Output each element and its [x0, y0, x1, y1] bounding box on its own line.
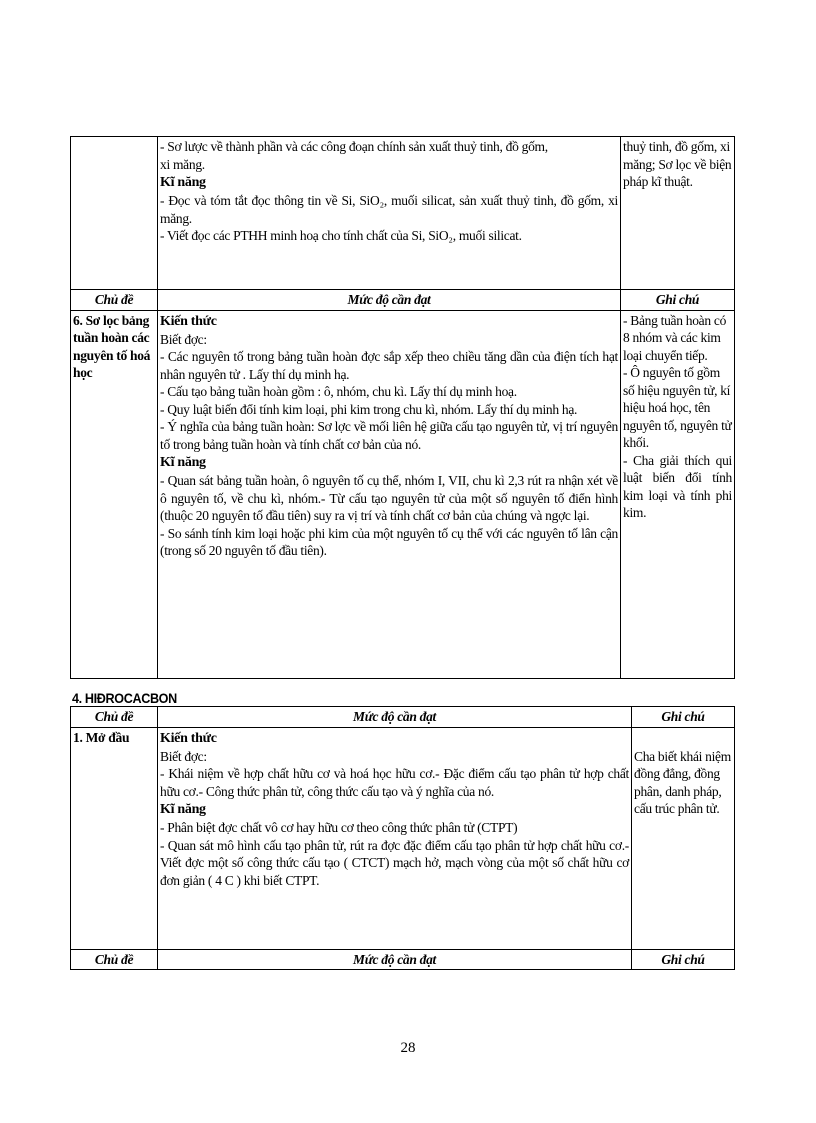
- content-line: - Khái niệm về hợp chất hữu cơ và hoá học hữu cơ.- Đặc điểm cấu tạo phân tử hợp chất hữu cơ.- Công thức phân tử, công thức cấu tạo và ý nghĩa của nó.: [160, 766, 629, 799]
- content-line: xi măng.: [160, 156, 205, 172]
- content-cell: [158, 727, 632, 949]
- note-text: thuỷ tinh, đồ gốm, xi măng; Sơ lọc về biện pháp kĩ thuật.: [623, 139, 732, 189]
- section-title: 4. HIĐROCACBON: [72, 690, 177, 706]
- header-notes: Ghi chú: [621, 290, 735, 311]
- note-text: Cha biết khái niệm đồng đẳng, đồng phân, danh pháp, cấu trúc phân tử.: [634, 748, 731, 816]
- content-line: - So sánh tính kim loại hoặc phi kim của một nguyên tố cụ thể với các nguyên tố lân cận (trong số 20 nguyên tố đầu tiên).: [160, 525, 618, 558]
- header-notes: Ghi chú: [632, 707, 735, 728]
- note-line: - Ô nguyên tố gồm số hiệu nguyên tử, kí hiệu hoá học, tên nguyên tố, nguyên tử khối.: [623, 365, 732, 450]
- page-number: 28: [400, 1040, 416, 1056]
- content-line: - Đọc và tóm tắt đọc thông tin về Si, SiO₂, muối silicat, sản xuất thuỷ tinh, đồ gốm, xi măng.: [160, 193, 618, 226]
- content-line: Biết đợc:: [160, 748, 207, 764]
- note-line: - Bảng tuần hoàn có 8 nhóm và các kim loại chuyển tiếp.: [623, 312, 727, 363]
- content-line: - Ý nghĩa của bảng tuần hoàn: Sơ lợc về mối liên hệ giữa cấu tạo nguyên tử, vị trí nguyên tố trong bảng tuần hoàn và tính chất cơ bản của nó.: [160, 419, 618, 452]
- header-topic: Chủ đề: [71, 290, 158, 311]
- content-line: - Quan sát bảng tuần hoàn, ô nguyên tố cụ thể, nhóm I, VII, chu kì 2,3 rút ra nhận xét về ô nguyên tố, về chu kì, nhóm.- Từ cấu tạo nguyên tử của một số nguyên tố điển hình (thuộc 20 nguyên tố đầu tiên) suy ra vị trí và tính chất cơ bản của chúng và ngợc lại.: [160, 473, 618, 523]
- table-header-row: [71, 949, 735, 970]
- note-line: - Cha giải thích qui luật biến đổi tính kim loại và tính phi kim.: [623, 452, 732, 520]
- header-level: Mức độ cần đạt: [158, 707, 632, 728]
- content-line: - Quan sát mô hình cấu tạo phân tử, rút ra đợc đặc điểm cấu tạo phân tử hợp chất hữu cơ.- Viết đợc một số công thức cấu tạo ( CTCT) mạch hở, mạch vòng của một số chất hữu cơ đơn giản ( 4 C ) khi biết CTPT.: [160, 837, 629, 888]
- curriculum-table-2: [70, 706, 735, 970]
- topic-cell: 6. Sơ lọc bảng tuần hoàn các nguyên tố hoá học: [71, 310, 158, 678]
- content-line: - Phân biệt đợc chất vô cơ hay hữu cơ theo công thức phân tử (CTPT): [160, 820, 518, 835]
- content-cell: [158, 310, 621, 678]
- note-cell: [621, 137, 735, 290]
- content-cell: [158, 137, 621, 290]
- table-row: [71, 137, 735, 290]
- table-row: [71, 727, 735, 949]
- note-cell: [621, 310, 735, 678]
- header-topic: Chủ đề: [71, 949, 158, 970]
- header-notes: Ghi chú: [632, 949, 735, 970]
- content-line: - Quy luật biến đổi tính kim loại, phi kim trong chu kì, nhóm. Lấy thí dụ minh hạ.: [160, 401, 578, 417]
- topic-cell: [71, 137, 158, 290]
- curriculum-table-1: [70, 136, 735, 679]
- header-level: Mức độ cần đạt: [158, 290, 621, 311]
- content-line: - Các nguyên tố trong bảng tuần hoàn đợc sắp xếp theo chiều tăng dần của điện tích hạt nhân nguyên tử . Lấy thí dụ minh hạ.: [160, 349, 618, 382]
- content-line: - Cấu tạo bảng tuần hoàn gồm : ô, nhóm, chu kì. Lấy thí dụ minh hoạ.: [160, 384, 517, 399]
- table-header-row: [71, 707, 735, 728]
- note-cell: [632, 727, 735, 949]
- content-line: - Sơ lược về thành phần và các công đoạn chính sản xuất thuỷ tinh, đồ gốm,: [160, 139, 548, 154]
- topic-cell: 1. Mở đầu: [71, 727, 158, 949]
- header-topic: Chủ đề: [71, 707, 158, 728]
- content-line: Biết đợc:: [160, 331, 207, 347]
- knowledge-heading: Kiến thức: [160, 730, 217, 746]
- table-header-row: [71, 290, 735, 311]
- skill-heading: Kĩ năng: [160, 455, 206, 470]
- table-row: [71, 310, 735, 678]
- skill-heading: Kĩ năng: [160, 175, 206, 190]
- knowledge-heading: Kiến thức: [160, 313, 217, 329]
- skill-heading: Kĩ năng: [160, 802, 206, 817]
- header-level: Mức độ cần đạt: [158, 949, 632, 970]
- content-line: - Viết đọc các PTHH minh hoạ cho tính chất của Si, SiO₂, muối silicat.: [160, 228, 522, 243]
